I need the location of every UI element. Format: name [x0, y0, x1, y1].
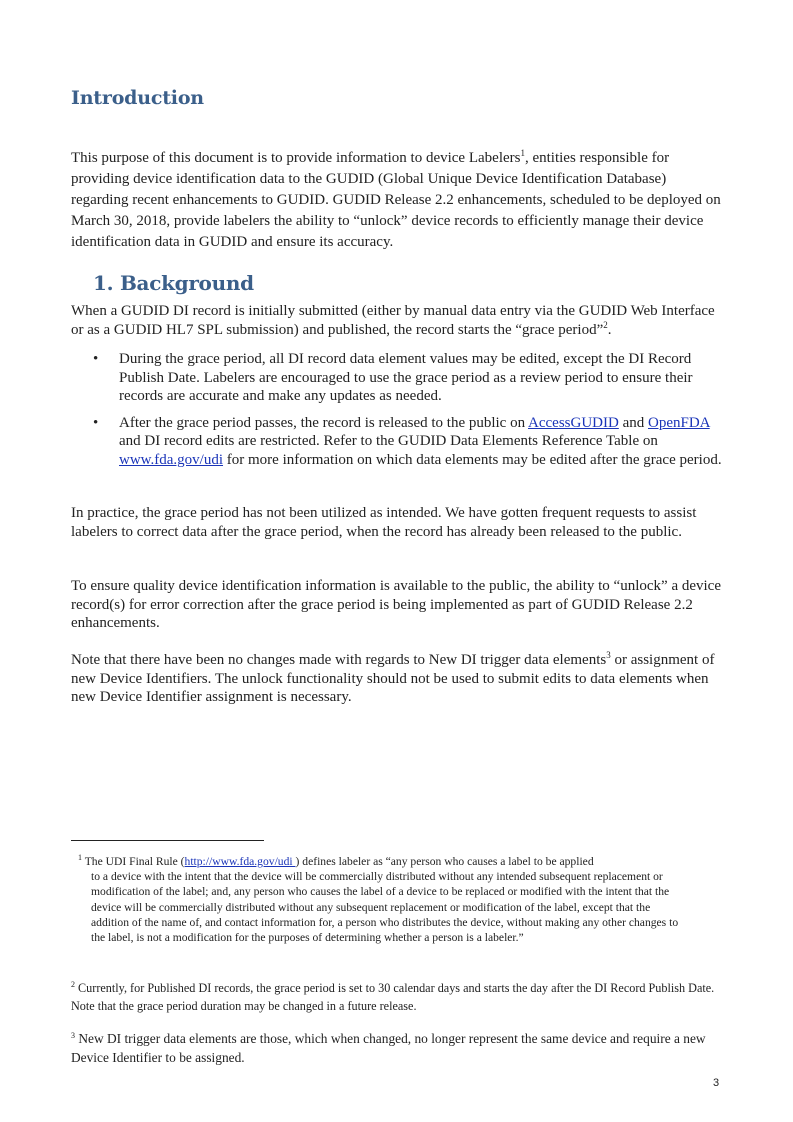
grace-period-bullet-list	[71, 350, 723, 469]
intro-paragraph: This purpose of this document is to provide information to device Labelers$^1$, entities responsible for providing device identification data to the GUDID (Global Unique Device Identification Database) regarding recent enhancements to GUDID. GUDID Release 2.2 enhancements, scheduled to be deployed on March 30, 2018, provide labelers the ability to “unlock” device records to efficiently manage their device identification data in GUDID and ensure its accuracy.	[71, 148, 721, 250]
footnote-ref-1: 1	[520, 148, 525, 158]
footnote-2: $^2$ Currently, for Published DI records, the grace period is set to 30 calendar days and starts the day after the DI Record Publish Date. Note that the grace period duration may be changed in a future release.	[71, 980, 715, 1013]
bullet-icon: •	[93, 351, 99, 367]
list-item: • During the grace period, all DI record data element values may be edited, except the DI Record Publish Date. Labelers are encouraged to use the grace period as a review period to ensure their records are accurate and make any updates as needed.	[93, 351, 693, 404]
footnote-separator	[71, 840, 264, 841]
bullet-icon: •	[93, 414, 99, 431]
background-paragraph-2: In practice, the grace period has not been utilized as intended. We have gotten frequent requests to assist labelers to correct data after the grace period, when the record has already been released to the public.	[71, 505, 697, 540]
accessgudid-link[interactable]: AccessGUDID	[528, 414, 619, 431]
footnote-1: $^1$ The UDI Final Rule (http://www.fda.gov/udi ) defines labeler as “any person who causes a label to be applied to a device with the intent that the device will be commercially distributed without any intended subsequent replacement or modification of the label; and, any person who causes the label of a device to be replaced or modified with the intent that the device will be commercially distributed without any subsequent replacement or modification of the label, except that the addition of the name of, and contact information for, a person who distributes the device, without making any other changes to the label, is not a modification for the purposes of determining whether a person is a labeler.”	[78, 853, 679, 945]
page-number: 3	[713, 1077, 720, 1089]
fda-udi-link[interactable]: www.fda.gov/udi	[119, 451, 224, 468]
openfda-link[interactable]: OpenFDA	[648, 414, 710, 431]
background-paragraph-3: To ensure quality device identification information is available to the public, the ability to “unlock” a device record(s) for error correction after the grace period is being implemented as part of GUDID Release 2.2 enhancements.	[71, 578, 721, 631]
footnote-3: $^3$ New DI trigger data elements are those, which when changed, no longer represent the same device and require a new Device Identifier to be assigned.	[71, 1031, 706, 1065]
footnote-ref-3: 3	[606, 650, 611, 660]
background-paragraph-1: When a GUDID DI record is initially submitted (either by manual data entry via the GUDID Web Interface or as a GUDID HL7 SPL submission) and published, the record starts the “grace period”$^2$.	[71, 303, 715, 338]
section-heading-introduction: Introduction	[71, 87, 204, 109]
section-heading-background: 1. Background	[93, 271, 254, 295]
footnote-ref-2: 2	[603, 319, 608, 330]
list-item: • After the grace period passes, the record is released to the public on AccessGUDID and OpenFDA and DI record edits are restricted. Refer to the GUDID Data Elements Reference Table on www.fda.gov/udi for more information on which data elements may be edited after the grace period.	[93, 414, 722, 468]
udi-final-rule-link[interactable]: http://www.fda.gov/udi	[184, 855, 296, 868]
background-paragraph-4: Note that there have been no changes made with regards to New DI trigger data elements$^3$ or assignment of new Device Identifiers. The unlock functionality should not be used to submit edits to data elements when new Device Identifier assignment is necessary.	[71, 650, 715, 705]
